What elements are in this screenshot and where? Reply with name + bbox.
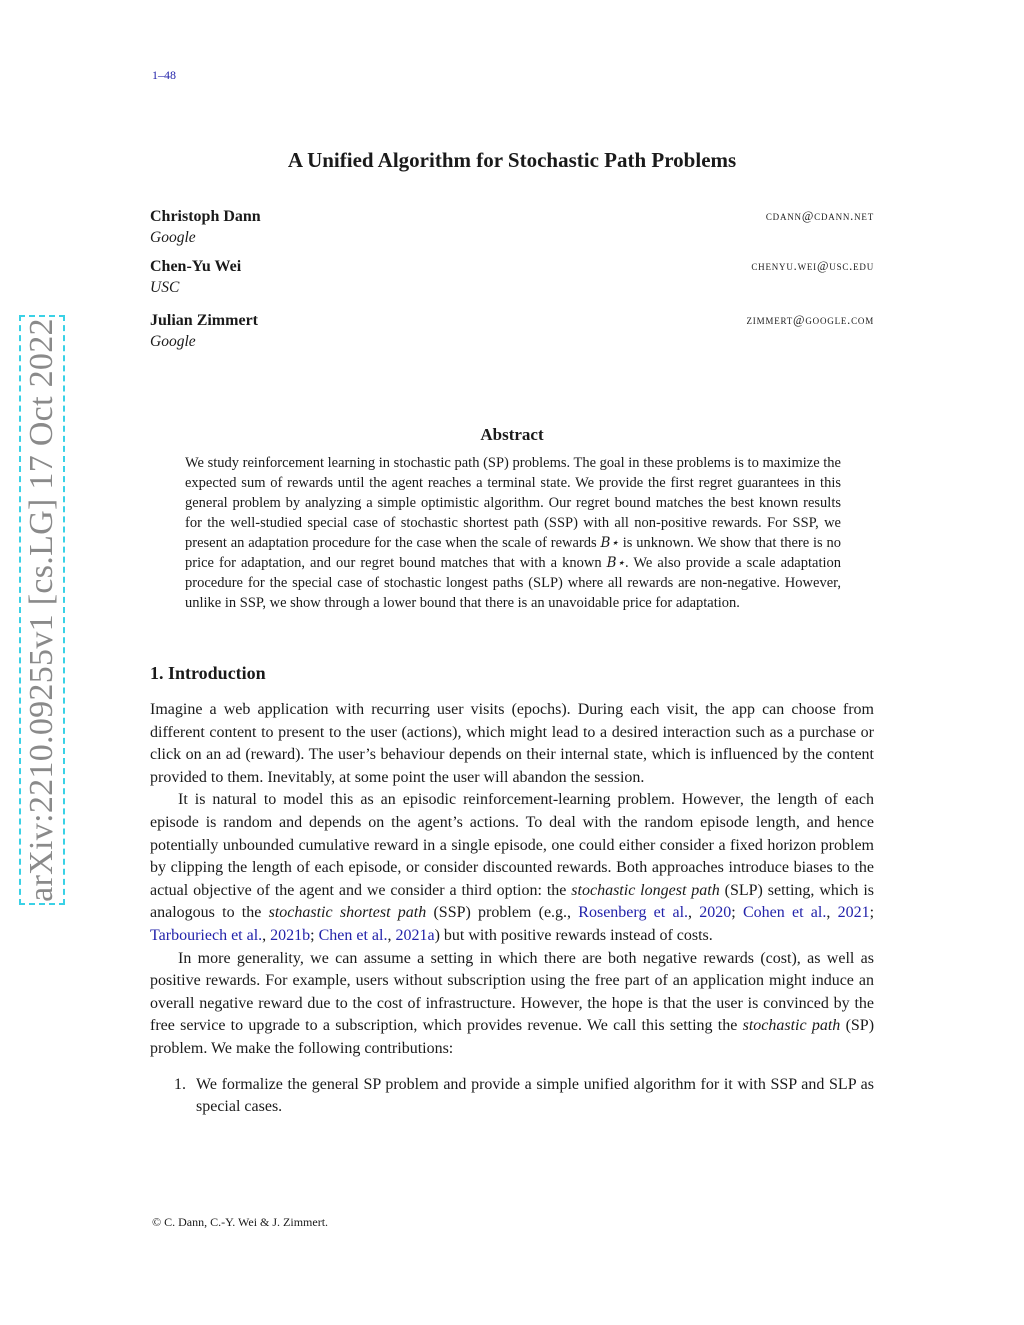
author-name: Christoph Dann bbox=[150, 208, 261, 225]
paper-title: A Unified Algorithm for Stochastic Path Problems bbox=[287, 148, 737, 172]
citation-link[interactable]: 2020 bbox=[699, 904, 732, 922]
author-affiliation: USC bbox=[150, 279, 180, 296]
citation-link[interactable]: 2021a bbox=[395, 926, 435, 944]
paragraph-text: (SSP) problem (e.g., bbox=[426, 904, 579, 922]
paragraph-text: It is natural to model this as an episodic reinforcement-learning problem. However, the length of each episode is random and depends on the agent’s actions. To deal with the random episode length, and hence potentially unbounded cumulative reward in a single episode, one could either consider a fixed horizon problem by clipping the length of each episode, or consider discounted rewards. Both approaches introduce biases to the actual objective of the agent and we consider a third option: the bbox=[150, 791, 874, 899]
emphasis: stochastic longest path bbox=[571, 881, 720, 899]
abstract-text-part: . We also provide a scale adaptation procedure for the special case of stochastic longest paths (SLP) where all rewards are non-negative. However, unlike in SSP, we show through a lower bound that there is an unavoidable price for adaptation. bbox=[185, 555, 842, 611]
citation-link[interactable]: Rosenberg et al. bbox=[578, 904, 689, 922]
math-symbol: B⋆ bbox=[606, 555, 625, 571]
page-range: 1–48 bbox=[152, 68, 176, 82]
section-heading: 1. Introduction bbox=[150, 663, 266, 683]
citation-link[interactable]: Cohen et al. bbox=[742, 904, 827, 922]
citation-link[interactable]: 2021 bbox=[837, 904, 870, 922]
author-name: Chen-Yu Wei bbox=[150, 258, 242, 275]
contributions-list bbox=[150, 1074, 874, 1119]
author-block bbox=[150, 310, 874, 352]
emphasis: stochastic path bbox=[742, 1017, 841, 1035]
list-item-text: We formalize the general SP problem and provide a simple unified algorithm for it with SSP and SLP as special cases. bbox=[196, 1075, 874, 1116]
author-email[interactable]: cdann@cdann.net bbox=[765, 209, 874, 223]
author-name: Julian Zimmert bbox=[150, 312, 258, 329]
list-number: 1. bbox=[174, 1075, 186, 1093]
paragraph-text: (SP) problem. We make the following contributions: bbox=[150, 1017, 875, 1057]
abstract-text-part: is unknown. We show that there is no price for adaptation, and our regret bound matches that with a known bbox=[185, 535, 841, 571]
paragraph bbox=[150, 948, 874, 1061]
citation-link[interactable]: Tarbouriech et al. bbox=[150, 926, 263, 944]
emphasis: stochastic shortest path bbox=[268, 904, 427, 922]
citation-link[interactable]: Chen et al. bbox=[318, 926, 388, 944]
list-item bbox=[150, 1074, 874, 1119]
arxiv-identifier-stamp: arXiv:2210.09255v1 [cs.LG] 17 Oct 2022 bbox=[19, 315, 65, 905]
abstract-text-part: We study reinforcement learning in stochastic path (SP) problems. The goal in these problems is to maximize the expected sum of rewards until the agent reaches a terminal state. We provide the first regret guarantees in this general problem by analyzing a simple optimistic algorithm. Our regret bound matches the best known results for the well-studied special case of stochastic shortest path (SSP) with all non-positive rewards. For SSP, we present an adaptation procedure for the case when the scale of rewards bbox=[185, 455, 841, 551]
author-affiliation: Google bbox=[150, 229, 196, 246]
author-affiliation: Google bbox=[150, 333, 196, 350]
paragraph-text: In more generality, we can assume a setting in which there are both negative rewards (cost), as well as positive rewards. For example, users without subscription using the free part of an application might induce an overall negative reward due to the cost of infrastructure. However, the hope is that the user is convinced by the free service to upgrade to a subscription, which provides revenue. We call this setting the bbox=[150, 949, 874, 1035]
abstract-text bbox=[185, 453, 841, 613]
paragraph: Imagine a web application with recurring user visits (epochs). During each visit, the app can choose from different content to present to the user (actions), which might lead to a desired interaction such as a purchase or click on an ad (reward). The user’s behaviour depends on their internal state, which is influenced by the content provided to them. Inevitably, at some point the user will abandon the session. bbox=[150, 701, 874, 786]
author-block bbox=[150, 206, 874, 248]
paragraph-text: ) but with positive rewards instead of costs. bbox=[434, 926, 713, 944]
author-email[interactable]: chenyu.wei@usc.edu bbox=[751, 259, 874, 273]
footer-copyright: © C. Dann, C.-Y. Wei & J. Zimmert. bbox=[152, 1215, 329, 1229]
abstract-heading: Abstract bbox=[480, 425, 544, 444]
math-symbol: B⋆ bbox=[600, 535, 619, 551]
section-body bbox=[150, 699, 874, 1119]
citation-link[interactable]: 2021b bbox=[270, 926, 311, 944]
author-block bbox=[150, 256, 874, 298]
author-email[interactable]: zimmert@google.com bbox=[746, 313, 874, 327]
paragraph-text: (SLP) setting, which is analogous to the bbox=[150, 881, 875, 922]
paragraph: It is natural to model this as an episodic reinforcement-learning problem. However, the length of each episode is random and depends on the agent’s actions. To deal with the random episode length, and hence potentially unbounded cumulative reward in a single episode, one could either consider a fixed horizon problem by clipping the length of each episode, or consider discounted rewards. Both approaches introduce biases to the actual objective of the agent and we consider a third option: the stochastic longest path (SLP) setting, which is analogous to the stochastic shortest path (SSP) problem (e.g., Rosenberg et al., 2020; Cohen et al., 2021; Tarbouriech et al., 2021b; Chen et al., 2021a) but with positive rewards instead of costs. bbox=[150, 791, 875, 944]
